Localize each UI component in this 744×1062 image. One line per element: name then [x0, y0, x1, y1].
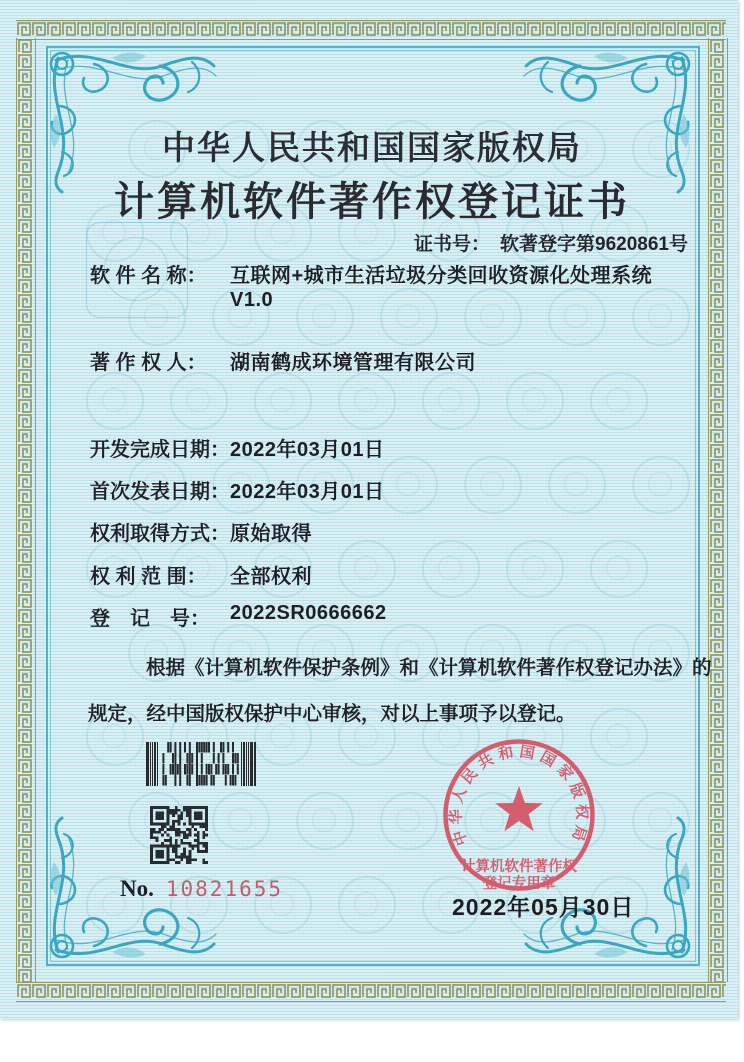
serial-number-value: 10821655 — [165, 877, 284, 901]
serial-number-label: No. — [120, 876, 154, 901]
official-seal — [442, 738, 596, 892]
software-name-label: 软 件 名 称： — [90, 265, 207, 287]
first-publish-date-label: 首次发表日期： — [90, 481, 230, 503]
software-name-value: 互联网+城市生活垃圾分类回收资源化处理系统 — [230, 265, 653, 287]
seal-ring-text: 中华人民共和国国家版权局 — [448, 744, 590, 848]
meander-border-top — [16, 20, 726, 40]
copyright-owner-value: 湖南鹤成环境管理有限公司 — [230, 352, 476, 374]
registration-number-label: 登 记 号： — [90, 608, 210, 630]
serial-number — [120, 876, 283, 902]
registration-number-value: 2022SR0666662 — [230, 602, 387, 624]
certificate-number-label: 证书号： — [414, 234, 491, 255]
statement-line-2: 规定，经中国版权保护中心审核，对以上事项予以登记。 — [88, 703, 576, 725]
certificate-title: 计算机软件著作权登记证书 — [114, 179, 630, 224]
issue-date: 2022年05月30日 — [452, 894, 635, 920]
seal-title-line1: 计算机软件著作权 — [461, 859, 577, 875]
rights-acquisition-label: 权利取得方式： — [90, 523, 230, 545]
rights-acquisition-value: 原始取得 — [230, 523, 312, 545]
copyright-owner-label: 著 作 权 人： — [90, 352, 207, 374]
qr-code — [150, 806, 208, 864]
seal-star-icon — [495, 786, 543, 831]
issuer-title: 中华人民共和国国家版权局 — [162, 131, 582, 167]
certificate-number-value: 软著登字第9620861号 — [500, 234, 688, 255]
barcode — [146, 742, 256, 786]
dev-complete-date-label: 开发完成日期： — [90, 439, 230, 461]
registration-statement — [88, 645, 712, 737]
dev-complete-date-value: 2022年03月01日 — [230, 439, 385, 461]
meander-border-bottom — [16, 982, 726, 1002]
rights-scope-value: 全部权利 — [230, 566, 312, 588]
statement-line-1: 根据《计算机软件保护条例》和《计算机软件著作权登记办法》的 — [146, 657, 712, 679]
software-version-value: V1.0 — [230, 289, 274, 311]
seal-title-line2: 登记专用章 — [482, 876, 556, 892]
certificate-number — [414, 229, 688, 256]
rights-scope-label: 权 利 范 围： — [90, 566, 207, 588]
first-publish-date-value: 2022年03月01日 — [230, 481, 385, 503]
